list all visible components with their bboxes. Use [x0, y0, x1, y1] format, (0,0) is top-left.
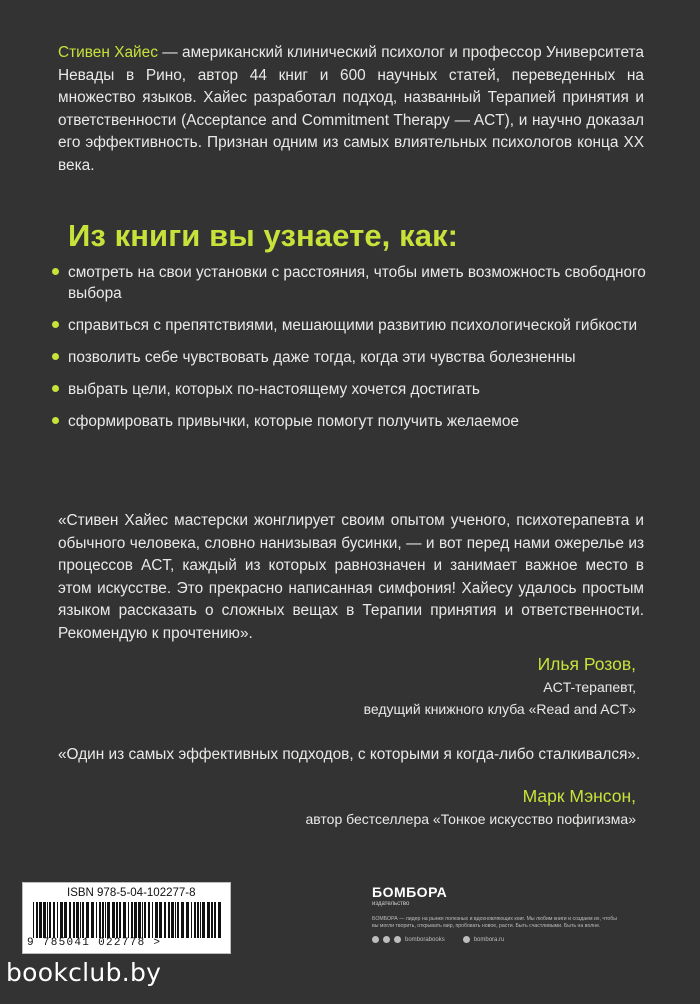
reviewer-name: Илья Розов, — [537, 654, 636, 674]
publisher-logo: БОМБОРА — [372, 884, 448, 900]
bullet-dot-icon — [52, 353, 59, 360]
reviewer-role: ACT-терапевт, — [543, 679, 636, 695]
reviewer-role: автор бестселлера «Тонкое искусство пофигизма» — [305, 811, 636, 827]
list-item — [52, 411, 652, 432]
review-quote-2: «Один из самых эффективных подходов, с которыми я когда-либо сталкивался». — [58, 746, 641, 763]
author-name: Стивен Хайес — [58, 44, 158, 61]
bullet-dot-icon — [52, 321, 59, 328]
list-item-text: справиться с препятствиями, мешающими развитию психологической гибкости — [68, 317, 638, 334]
book-heading: Из книги вы узнаете, как: — [68, 218, 459, 253]
review-attribution-1 — [364, 652, 636, 720]
list-item-text: смотреть на свои установки с расстояния, чтобы иметь возможность свободного выбора — [68, 264, 646, 302]
bullet-dot-icon — [52, 417, 59, 424]
list-item-text: позволить себе чувствовать даже тогда, когда эти чувства болезненны — [68, 349, 576, 366]
social-handle: bomborabooks — [405, 936, 445, 943]
list-item-text: выбрать цели, которых по-настоящему хочется достигать — [68, 381, 480, 398]
publisher-block — [372, 884, 632, 943]
list-item — [52, 315, 652, 336]
bullet-dot-icon — [52, 385, 59, 392]
bullet-dot-icon — [52, 268, 59, 275]
list-item — [52, 347, 652, 368]
reviewer-name: Марк Мэнсон, — [522, 786, 636, 806]
site-watermark: bookclub.by — [6, 958, 162, 987]
social-icon — [372, 936, 379, 943]
barcode — [22, 882, 231, 954]
list-item-text: сформировать привычки, которые помогут получить желаемое — [68, 413, 519, 430]
publisher-site: bombora.ru — [473, 936, 505, 943]
social-icon — [394, 936, 401, 943]
publisher-subtitle: издательство — [372, 901, 410, 907]
list-item — [52, 379, 652, 400]
review-quote-1: «Стивен Хайес мастерски жонглирует своим опытом ученого, психотерапевта и обычного человека, словно нанизывая бусинки, — и вот перед нами ожерелье из процессов ACT, каждый из которых равнозначен и занимает важное место в этом искусстве. Это прекрасно написанная симфония! Хайесу удалось простым языком рассказать о сложных вещах в Терапии принятия и ответственности. Рекомендую к прочтению». — [58, 512, 644, 642]
isbn-label: ISBN 978-5-04-102277-8 — [67, 887, 196, 899]
review-attribution-2 — [305, 784, 636, 830]
learning-points-list — [52, 262, 652, 443]
publisher-description: БОМБОРА — лидер на рынке полезных и вдохновляющих книг. Мы любим книги и создаем их, чтобы вы могли творить, открывать мир, пробовать новое, расти. Быть счастливыми. Быть на волне. — [372, 916, 617, 929]
globe-icon — [463, 936, 470, 943]
publisher-social — [372, 936, 632, 943]
social-icon — [383, 936, 390, 943]
author-intro-text: — американский клинический психолог и профессор Университета Невады в Рино, автор 44 книг и 600 научных статей, переведенных на множество языков. Хайес разработал подход, названный Терапией принятия и ответственности (Acceptance and Commitment Therapy — ACT), и научно доказал его эффективность. Признан одним из самых влиятельных психологов конца XX века. — [58, 44, 644, 174]
list-item — [52, 262, 652, 304]
barcode-digits: 9 785041 022778 > — [27, 937, 162, 949]
author-intro — [58, 42, 644, 178]
reviewer-role-2: ведущий книжного клуба «Read and ACT» — [363, 701, 636, 717]
barcode-bars — [33, 902, 221, 938]
